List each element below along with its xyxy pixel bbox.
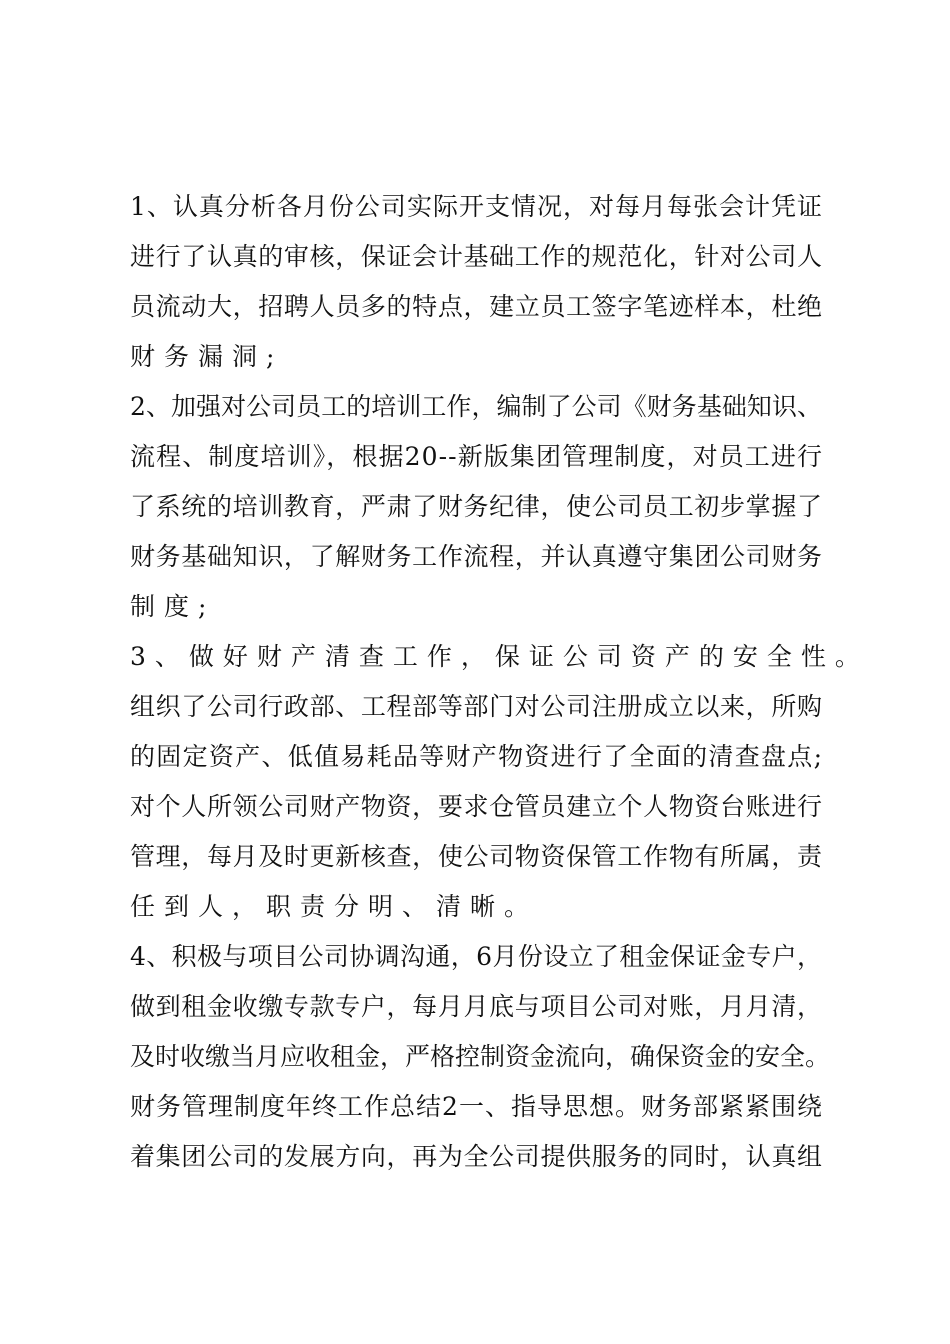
text-line: 流程、制度培训》，根据20--新版集团管理制度，对员工进行 bbox=[130, 442, 824, 471]
text-line: 了系统的培训教育，严肃了财务纪律，使公司员工初步掌握了 bbox=[130, 492, 823, 521]
text-line: 财务基础知识，了解财务工作流程，并认真遵守集团公司财务 bbox=[130, 542, 823, 571]
text-line: 组织了公司行政部、工程部等部门对公司注册成立以来，所购 bbox=[130, 692, 823, 721]
text-line: 的固定资产、低值易耗品等财产物资进行了全面的清查盘点; bbox=[130, 742, 824, 771]
text-line: 财务漏洞; bbox=[130, 342, 284, 371]
text-line: 管理，每月及时更新核查，使公司物资保管工作物有所属，责 bbox=[130, 842, 823, 871]
text-line: 着集团公司的发展方向，再为全公司提供服务的同时，认真组 bbox=[130, 1142, 823, 1171]
text-line: 做到租金收缴专款专户，每月月底与项目公司对账，月月清， bbox=[130, 992, 823, 1021]
text-line: 制度; bbox=[130, 592, 216, 621]
text-line: 4、积极与项目公司协调沟通，6月份设立了租金保证金专户， bbox=[130, 942, 823, 971]
text-line: 3、做好财产清查工作，保证公司资产的安全性。 bbox=[130, 642, 869, 671]
text-line: 1、认真分析各月份公司实际开支情况，对每月每张会计凭证 bbox=[130, 192, 823, 221]
text-line: 进行了认真的审核，保证会计基础工作的规范化，针对公司人 bbox=[130, 242, 823, 271]
text-line: 财务管理制度年终工作总结2一、指导思想。财务部紧紧围绕 bbox=[130, 1092, 823, 1121]
text-line: 对个人所领公司财产物资，要求仓管员建立个人物资台账进行 bbox=[130, 792, 823, 821]
text-line: 及时收缴当月应收租金，严格控制资金流向，确保资金的安全。 bbox=[130, 1042, 831, 1071]
text-line: 任到人，职责分明、清晰。 bbox=[130, 892, 539, 921]
text-line: 员流动大，招聘人员多的特点，建立员工签字笔迹样本，杜绝 bbox=[130, 292, 823, 321]
text-line: 2、加强对公司员工的培训工作，编制了公司《财务基础知识、 bbox=[130, 392, 823, 421]
